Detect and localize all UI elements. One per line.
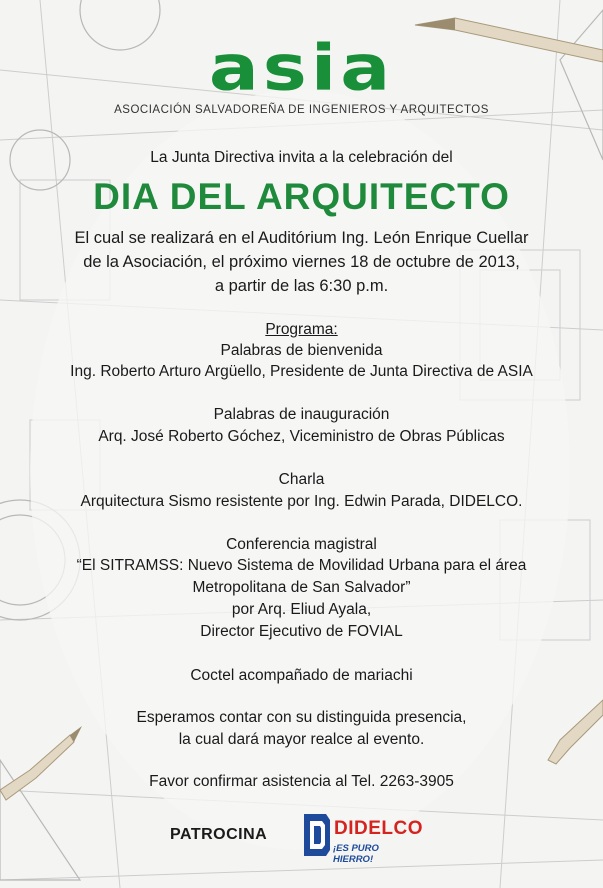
logo-subtitle: ASOCIACIÓN SALVADOREÑA DE INGENIEROS Y ARQUITECTOS — [114, 104, 489, 116]
rsvp-text: Favor confirmar asistencia al Tel. 2263-3905 — [149, 773, 454, 790]
asia-logo — [0, 31, 603, 105]
conference-line-3: por Arq. Eliud Ayala, — [231, 601, 372, 618]
closing-line-2: la cual dará mayor realce al evento. — [178, 731, 425, 748]
intro-text: La Junta Directiva invita a la celebración del — [150, 149, 453, 166]
talk-detail: Arquitectura Sismo resistente por Ing. Edwin Parada, DIDELCO. — [80, 493, 523, 510]
inauguration-speaker: Arq. José Roberto Góchez, Viceministro de Obras Públicas — [98, 428, 505, 445]
sponsor-name: DIDELCO — [334, 818, 423, 839]
event-title: DIA DEL ARQUITECTO — [93, 176, 510, 217]
welcome-speaker: Ing. Roberto Arturo Argüello, Presidente de Junta Directiva de ASIA — [70, 363, 533, 380]
logo-wordmark: asia — [208, 31, 395, 105]
sponsor-label: PATROCINA — [170, 826, 268, 843]
program-heading-text: Programa: — [265, 321, 338, 338]
event-line-2: de la Asociación, el próximo viernes 18 de octubre de 2013, — [83, 253, 520, 271]
program-heading — [0, 320, 603, 340]
talk-title: Charla — [278, 471, 325, 488]
event-line-1: El cual se realizará en el Auditórium Ing. León Enrique Cuellar — [74, 229, 529, 247]
didelco-emblem-icon — [300, 812, 332, 858]
conference-line-1: “El SITRAMSS: Nuevo Sistema de Movilidad Urbana para el área — [76, 557, 527, 574]
inauguration-title: Palabras de inauguración — [213, 406, 390, 423]
cocktail-text: Coctel acompañado de mariachi — [190, 667, 413, 684]
conference-line-4: Director Ejecutivo de FOVIAL — [200, 623, 403, 640]
sponsor-slogan: ¡ES PURO HIERRO! — [333, 843, 379, 865]
conference-title: Conferencia magistral — [226, 536, 377, 553]
welcome-title: Palabras de bienvenida — [220, 342, 383, 359]
didelco-logo — [300, 812, 423, 865]
event-line-3: a partir de las 6:30 p.m. — [214, 277, 389, 295]
closing-line-1: Esperamos contar con su distinguida presencia, — [136, 709, 467, 726]
conference-line-2: Metropolitana de San Salvador” — [192, 579, 411, 596]
